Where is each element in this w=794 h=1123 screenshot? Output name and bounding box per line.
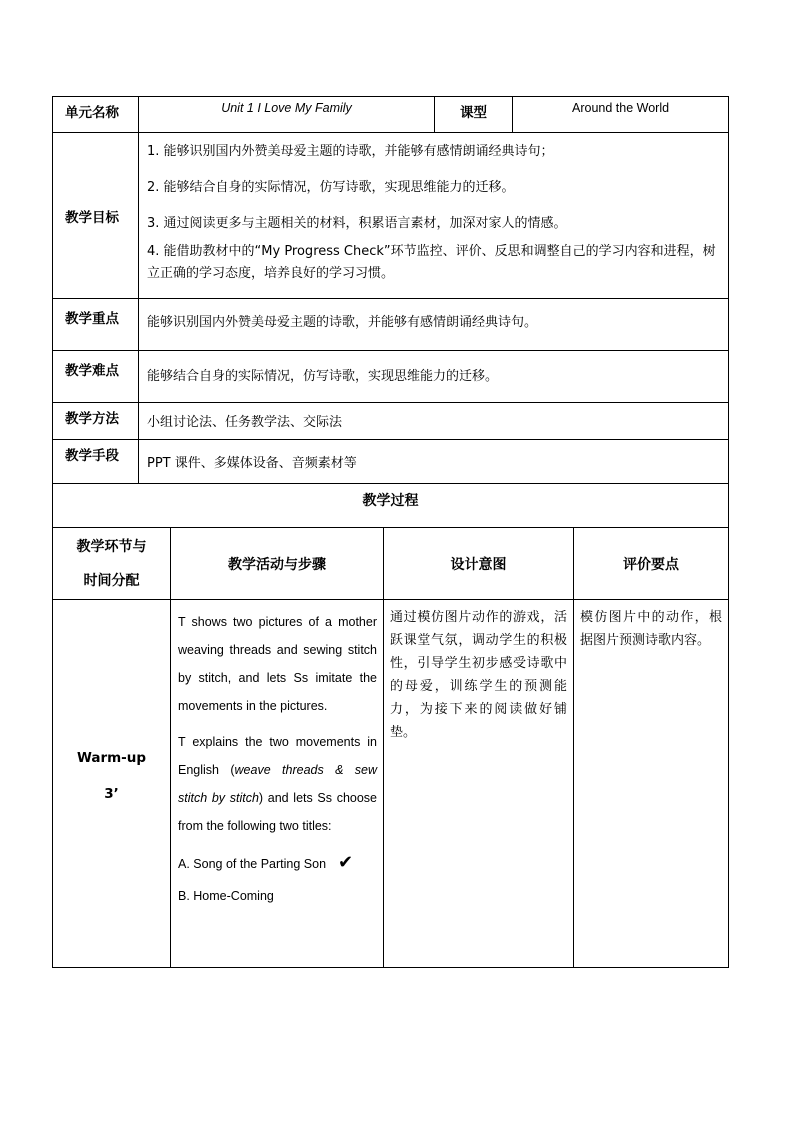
stage-header-line2: 时间分配 bbox=[83, 572, 140, 589]
option-b: B. Home-Coming bbox=[178, 889, 274, 903]
difficulties-value: 能够结合自身的实际情况，仿写诗歌，实现思维能力的迁移。 bbox=[139, 351, 729, 403]
difficulties-label: 教学难点 bbox=[53, 351, 139, 403]
means-label: 教学手段 bbox=[53, 440, 139, 484]
key-points-value: 能够识别国内外赞美母爱主题的诗歌，并能够有感情朗诵经典诗句。 bbox=[139, 299, 729, 351]
difficulties-row bbox=[53, 351, 729, 403]
activity-paragraph: T shows two pictures of a mother weaving threads and sewing stitch by stitch, and lets Ss imitate the movements in the pictures. bbox=[178, 615, 377, 713]
methods-label: 教学方法 bbox=[53, 403, 139, 440]
warmup-design-cell: 通过模仿图片动作的游戏，活跃课堂气氛，调动学生的积极性，引导学生初步感受诗歌中的母爱，训练学生的预测能力，为接下来的阅读做好铺垫。 bbox=[384, 600, 574, 968]
objective-item: 3. 通过阅读更多与主题相关的材料，积累语言素材，加深对家人的情感。 bbox=[147, 216, 567, 231]
activities-column-header: 教学活动与步骤 bbox=[171, 528, 384, 600]
warmup-stage-label: Warm-up bbox=[76, 750, 147, 766]
checkmark-icon: ✔ bbox=[338, 852, 354, 872]
key-points-row bbox=[53, 299, 729, 351]
objectives-label: 教学目标 bbox=[53, 133, 139, 299]
methods-row bbox=[53, 403, 729, 440]
process-header-row bbox=[53, 528, 729, 600]
course-type-value: Around the World bbox=[513, 97, 729, 133]
stage-header-line1: 教学环节与 bbox=[76, 538, 147, 555]
process-title-row bbox=[53, 484, 729, 528]
methods-value: 小组讨论法、任务教学法、交际法 bbox=[139, 403, 729, 440]
objective-item: 1. 能够识别国内外赞美母爱主题的诗歌，并能够有感情朗诵经典诗句； bbox=[147, 144, 554, 159]
design-column-header: 设计意图 bbox=[384, 528, 574, 600]
means-value: PPT 课件、多媒体设备、音频素材等 bbox=[139, 440, 729, 484]
lesson-info-table bbox=[52, 96, 729, 528]
unit-row bbox=[53, 97, 729, 133]
means-row bbox=[53, 440, 729, 484]
option-a: A. Song of the Parting Son ✔ bbox=[178, 852, 354, 872]
objective-item: 4. 能借助教材中的“My Progress Check”环节监控、评价、反思和调整自己的学习内容和进程，树立正确的学习态度，培养良好的学习习惯。 bbox=[147, 244, 716, 281]
unit-name-label: 单元名称 bbox=[53, 97, 139, 133]
process-title: 教学过程 bbox=[53, 484, 729, 528]
process-table bbox=[52, 527, 729, 968]
objectives-content bbox=[139, 133, 729, 299]
warmup-time: 3’ bbox=[104, 786, 119, 802]
warmup-row bbox=[53, 600, 729, 968]
course-type-label: 课型 bbox=[435, 97, 513, 133]
stage-column-header bbox=[53, 528, 171, 600]
warmup-stage-cell bbox=[53, 600, 171, 968]
warmup-evaluation-cell: 模仿图片中的动作，根据图片预测诗歌内容。 bbox=[574, 600, 729, 968]
unit-name-value: Unit 1 I Love My Family bbox=[139, 97, 435, 133]
warmup-activity-cell bbox=[171, 600, 384, 968]
activity-italic-phrase: weave threads & sew stitch by stitch bbox=[178, 763, 378, 805]
activity-paragraph: T explains the two movements in English (weave threads & sew stitch by stitch) and lets Ss choose from the following two titles: bbox=[178, 735, 378, 833]
key-points-label: 教学重点 bbox=[53, 299, 139, 351]
objective-item: 2. 能够结合自身的实际情况，仿写诗歌，实现思维能力的迁移。 bbox=[147, 180, 515, 195]
objectives-row bbox=[53, 133, 729, 299]
lesson-plan-document bbox=[52, 96, 728, 968]
evaluation-column-header: 评价要点 bbox=[574, 528, 729, 600]
